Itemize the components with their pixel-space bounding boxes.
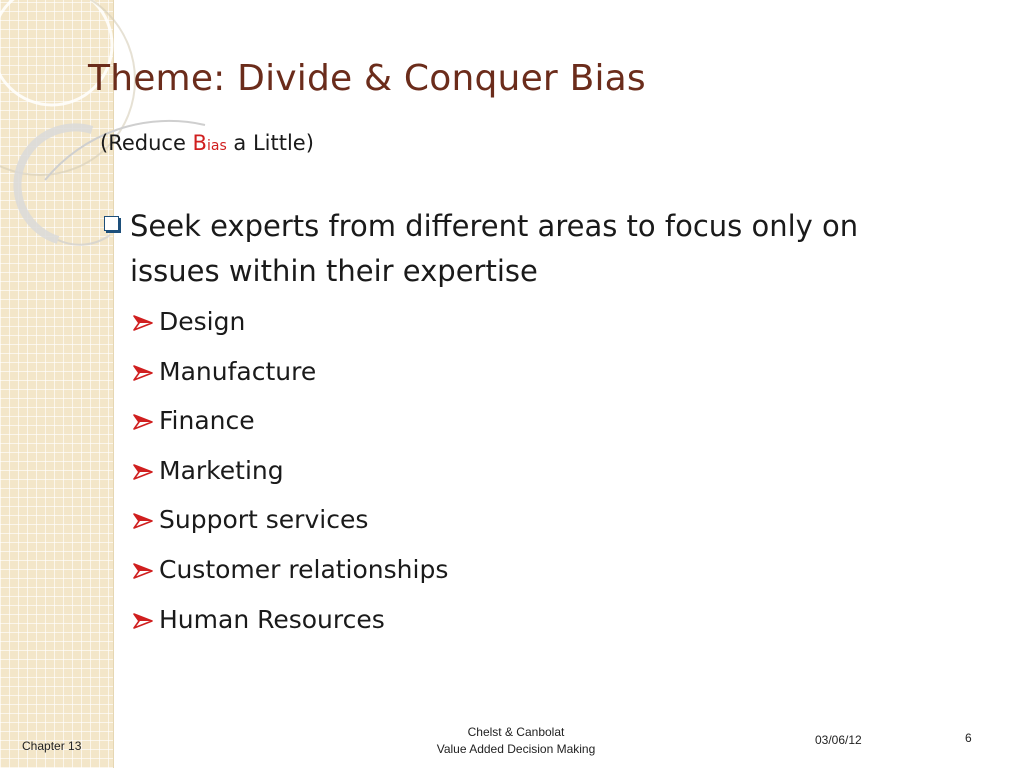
list-item-label: Support services [159,505,369,535]
list-item-label: Finance [159,406,255,436]
list-item [133,401,448,451]
arrow-bullet-icon [133,464,153,480]
subtitle-highlight-b: B [192,131,207,155]
list-item [133,550,448,600]
footer-author [416,724,616,758]
slide-number: 6 [965,731,972,745]
list-item-label: Human Resources [159,604,385,634]
slide-subtitle [100,131,314,155]
list-item-label: Manufacture [159,356,317,386]
arrow-bullet-icon [133,613,153,629]
footer-author-line1: Chelst & Canbolat [467,725,565,739]
subtitle-open: (Reduce [100,131,193,155]
list-item-label: Customer relationships [159,554,449,584]
arrow-bullet-icon [133,513,153,529]
list-item [133,451,448,501]
subtitle-highlight-ias: ias [206,138,227,154]
footer-chapter: Chapter 13 [22,739,82,753]
list-item-label: Design [159,307,246,336]
arrow-bullet-icon [133,414,153,430]
main-bullet-text: Seek experts from different areas to focus only on issues within their expertise [130,209,859,288]
list-item [133,352,448,402]
list-item [133,600,448,650]
footer-author-line2: Value Added Decision Making [436,742,596,756]
arrow-bullet-icon [133,315,153,331]
footer-date: 03/06/12 [815,733,862,747]
slide-title: Theme: Divide & Conquer Bias [88,58,646,99]
list-item-label: Marketing [159,455,284,485]
arrow-bullet-icon [133,365,153,381]
arrow-bullet-icon [133,563,153,579]
subtitle-close: a Little) [226,131,314,155]
main-bullet [104,204,904,294]
sub-bullet-list [133,302,448,649]
square-bullet-icon [104,216,119,231]
list-item [133,302,448,352]
list-item [133,500,448,550]
